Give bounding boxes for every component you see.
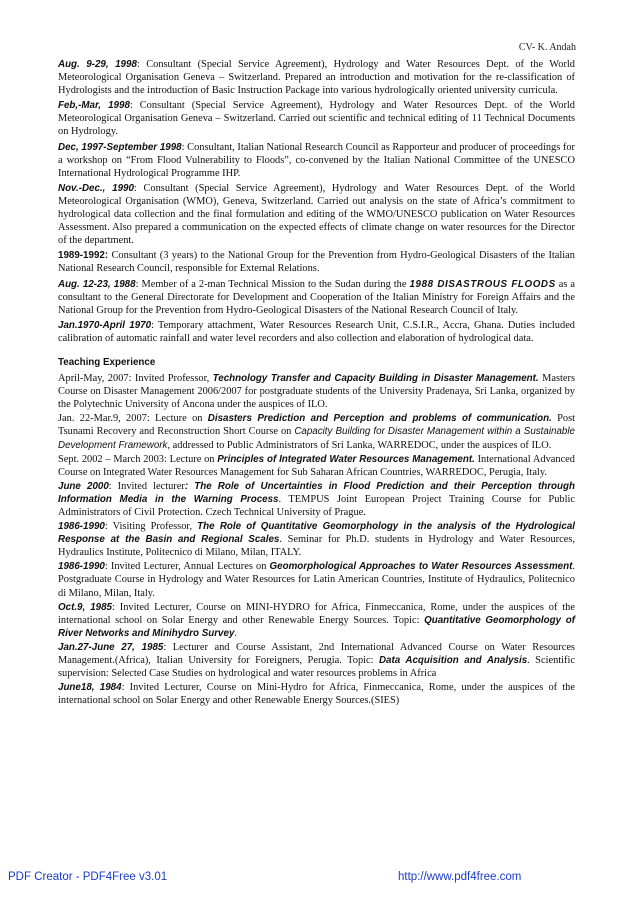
teaching-entry — [58, 453, 575, 479]
entry-lead: : Invited Lecturer, Course on Mini-Hydro for Africa, Finmeccanica, Rome, under the auspices of the international school on Solar Energy and other Renewable Energy Sources.(SIES) — [58, 682, 575, 707]
cv-content — [58, 58, 575, 708]
entry-lead: : Lecturer and Course Assistant, 2nd International Advanced Course on Water Resources Management.(Africa), Italian University for Foreigners, Perugia. Topic: — [58, 641, 575, 667]
entry-text-continued: as a consultant to the General Directorate for Development and Cooperation of the Italian Ministry for Foreign Affairs and the National Group for the Prevention from Hydro-Geological Disasters of the National Research Council of Italy. — [58, 278, 575, 316]
entry-text: . Scientific supervision: Selected Case Studies on hydrological and water resources problems in Africa — [58, 655, 575, 680]
entry-text: Consultant (Special Service Agreement), Hydrology and Water Resources Dept. of the World Meteorological Organisation Geneva – Switzerland. Carried out scientific and technical editing of 11 Technical Documents on Hydrology. — [58, 100, 575, 138]
course-title: Disasters Prediction and Perception and problems of communication. — [207, 413, 552, 425]
course-title: Data Acquisition and Analysis — [378, 655, 528, 667]
entry-date: June18, 1984 — [58, 682, 122, 694]
entry-text: Temporary attachment, Water Resources Research Unit, C.S.I.R., Accra, Ghana. Duties included calibration of automatic rainfall and water level recorders and also collection and elaboration of hydrological data. — [58, 319, 576, 344]
teaching-list — [58, 372, 575, 707]
entry-text: Consultant, Italian National Research Council as Rapporteur and producer of proceedings for a workshop on “From Flood Vulnerability to Floods”, co-convened by the Italian National Committee of the UNESCO International Hydrological Programme IHP. — [58, 141, 575, 179]
entry-date: Nov.-Dec., 1990 — [58, 182, 134, 194]
entry-text: . — [234, 627, 238, 639]
entry-lead: : Invited Lecturer, Course on MINI-HYDRO for Africa, Finmeccanica, Rome, under the auspices of the international school on Solar Energy and other Renewable Energy Sources. Topic: — [58, 601, 575, 626]
footer-pdf-creator-label: PDF Creator - PDF4Free v3.01 — [8, 871, 168, 883]
teaching-entry — [58, 480, 575, 519]
entry-date: Aug. 12-23, 1988 — [58, 278, 136, 290]
course-title: Quantitative Geomorphology of River Networks and Minihydro Survey — [58, 614, 575, 639]
entry-lead: : Invited Lecturer, Annual Lectures on — [104, 561, 270, 573]
entry-date: Oct.9, 1985 — [58, 601, 113, 613]
separator: : — [181, 141, 188, 153]
course-title: The Role of Quantitative Geomorphology in the analysis of the Hydrological Response at the Basin and Regional Scales — [58, 521, 575, 546]
separator: : — [129, 100, 140, 112]
entry-text: Consultant (Special Service Agreement), Hydrology and Water Resources Dept. of the World Meteorological Organisation Geneva – Switzerland. Prepared an introduction and motivation for the re-classification of Hydrologists and the introduction of Basic Instruction Package into various hydrologically oriented university curricula. — [58, 59, 575, 97]
entry-date: Jan.27-June 27, 1985 — [58, 641, 164, 653]
entry-text: Masters Course on Disaster Management 2006/2007 for postgraduate students of the University Pradenaya, Sri Lanka, organized by the Polytechnic University of Ancona under the auspices of ILO. — [58, 373, 575, 411]
experience-entry — [58, 319, 575, 345]
teaching-entry — [58, 641, 575, 680]
experience-entry — [58, 58, 575, 97]
entry-text: Member of a 2-man Technical Mission to the Sudan during the — [141, 278, 410, 290]
course-italic-title: Capacity Building for Disaster Management within a Sustainable Development Framework — [58, 426, 575, 451]
entry-highlight: 1988 DISASTROUS FLOODS — [409, 278, 556, 290]
course-title: : The Role of Uncertainties in Flood Prediction and their Perception through Information Media in the Warning Process — [58, 480, 575, 505]
experience-entry — [58, 141, 575, 180]
separator: : — [151, 319, 158, 331]
course-title: Technology Transfer and Capacity Building in Disaster Management. — [212, 373, 539, 385]
entry-date: 1989-1992: — [58, 250, 109, 262]
entry-date: Feb,-Mar, 1998 — [58, 100, 130, 112]
course-title: Principles of Integrated Water Resources Management. — [217, 453, 475, 465]
entry-date: Jan.1970-April 1970 — [58, 319, 152, 331]
separator: : — [135, 278, 142, 290]
footer-website-link[interactable]: http://www.pdf4free.com — [398, 871, 522, 883]
course-title: Geomorphological Approaches to Water Resources Assessment — [269, 561, 573, 573]
entry-lead: Sept. 2002 – March 2003: Lecture on — [58, 453, 218, 465]
entry-lead: April-May, 2007: Invited Professor, — [58, 373, 213, 385]
entry-date: June 2000 — [58, 480, 109, 492]
entry-text: Post Tsunami Recovery and Reconstruction Short Course on — [58, 413, 575, 438]
entry-text: Consultant (Special Service Agreement), Hydrology and Water Resources Dept. of the World Meteorological Organisation (WMO), Geneva, Switzerland. Carried out analysis on the state of Africa’s commitment to hydrological data collection and the final formulation and editing of the WMO/UNESCO publication on Water Resources Assessment. Also prepared a communication on the expected effects of climate change on water resources for the Director of the department. — [58, 182, 575, 247]
entry-text: International Advanced Course on Integrated Water Resources Management for Sub Saharan African Countries, WARREDOC, Perugia, Italy. — [58, 453, 575, 478]
separator: : — [136, 59, 147, 70]
teaching-entry — [58, 520, 575, 559]
entry-text: . Postgraduate Course in Hydrology and Water Resources for Latin American Countries, Institute of Hydraulics, Politecnico di Milano, Milan, Italy. — [58, 561, 575, 599]
experience-entry — [58, 278, 575, 317]
entry-lead: : Visiting Professor, — [104, 521, 198, 533]
entry-date: Aug. 9-29, 1998 — [58, 59, 137, 70]
entry-lead: : Invited lecturer — [108, 480, 185, 492]
entry-text-continued: , addressed to Public Administrators of Sri Lanka, WARREDOC, under the auspices of ILO. — [167, 439, 552, 451]
separator: : — [133, 182, 144, 194]
teaching-section-title: Teaching Experience — [58, 356, 156, 368]
teaching-entry — [58, 560, 575, 599]
entry-text: Consultant (3 years) to the National Group for the Prevention from Hydro-Geological Disasters of the Italian National Research Council, responsible for External Relations. — [58, 250, 575, 275]
entry-text: . TEMPUS Joint European Project Training Course for Public Administrators of Civil Protection. Czech Technical University of Prague. — [58, 493, 575, 518]
teaching-entry — [58, 372, 575, 411]
experience-entry — [58, 249, 575, 275]
teaching-entry — [58, 601, 575, 640]
experience-entry — [58, 182, 575, 247]
page-header: CV- K. Andah — [518, 42, 576, 53]
entry-date: 1986-1990 — [58, 521, 105, 533]
entry-lead: Jan. 22-Mar.9, 2007: Lecture on — [58, 413, 208, 425]
teaching-entry — [58, 412, 575, 451]
entry-date: 1986-1990 — [58, 561, 105, 573]
entry-date: Dec, 1997-September 1998 — [58, 141, 182, 153]
teaching-entry — [58, 681, 575, 707]
experience-entry — [58, 99, 575, 138]
entry-text: . Seminar for Ph.D. students in Hydrology and Water Resources, Hydraulics Institute, Politecnico di Milano, Milan, ITALY. — [58, 534, 575, 559]
